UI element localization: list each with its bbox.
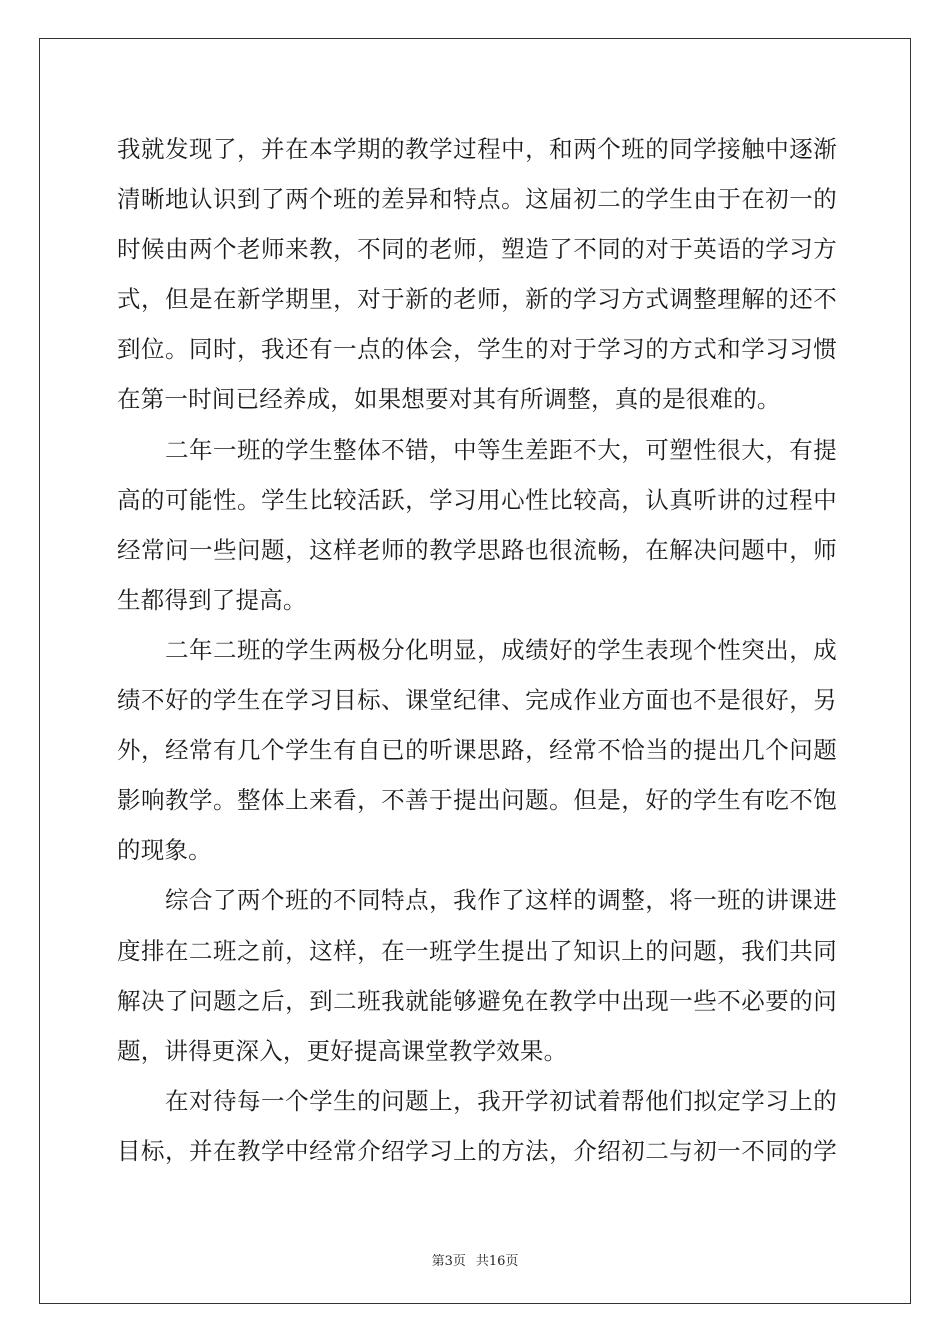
text-line: 二年一班的学生整体不错，中等生差距不大，可塑性很大，有提	[117, 435, 837, 464]
text-line: 题，讲得更深入，更好提高课堂教学效果。	[117, 1036, 568, 1065]
text-line: 综合了两个班的不同特点，我作了这样的调整，将一班的讲课进	[117, 886, 837, 915]
text-line: 目标，并在教学中经常介绍学习上的方法，介绍初二与初一不同的学	[117, 1136, 837, 1165]
text-line: 在对待每一个学生的问题上，我开学初试着帮他们拟定学习上的	[117, 1086, 837, 1115]
text-line: 经常问一些问题，这样老师的教学思路也很流畅，在解决问题中，师	[117, 535, 837, 564]
text-line: 生都得到了提高。	[117, 585, 307, 614]
page-total: 共16页	[475, 1254, 519, 1269]
text-line: 的现象。	[117, 836, 212, 865]
text-line: 影响教学。整体上来看，不善于提出问题。但是，好的学生有吃不饱	[117, 786, 837, 815]
text-line: 清晰地认识到了两个班的差异和特点。这届初二的学生由于在初一的	[117, 185, 837, 214]
text-line: 度排在二班之前，这样，在一班学生提出了知识上的问题，我们共同	[117, 936, 837, 965]
text-line: 时候由两个老师来教，不同的老师，塑造了不同的对于英语的学习方	[117, 235, 837, 264]
text-line: 高的可能性。学生比较活跃，学习用心性比较高，认真听讲的过程中	[117, 485, 837, 514]
page-footer	[0, 1250, 950, 1269]
text-line: 式，但是在新学期里，对于新的老师，新的学习方式调整理解的还不	[117, 285, 837, 314]
document-body	[117, 124, 837, 1176]
text-line: 二年二班的学生两极分化明显，成绩好的学生表现个性突出，成	[117, 635, 837, 664]
text-line: 解决了问题之后，到二班我就能够避免在教学中出现一些不必要的问	[117, 986, 837, 1015]
text-line: 我就发现了，并在本学期的教学过程中，和两个班的同学接触中逐渐	[117, 135, 837, 163]
text-line: 绩不好的学生在学习目标、课堂纪律、完成作业方面也不是很好，另	[117, 686, 837, 715]
text-line: 外，经常有几个学生有自已的听课思路，经常不恰当的提出几个问题	[117, 736, 837, 765]
page-number: 第3页	[431, 1254, 466, 1269]
text-line: 到位。同时，我还有一点的体会，学生的对于学习的方式和学习习惯	[117, 335, 837, 364]
text-line: 在第一时间已经养成，如果想要对其有所调整，真的是很难的。	[117, 385, 781, 414]
